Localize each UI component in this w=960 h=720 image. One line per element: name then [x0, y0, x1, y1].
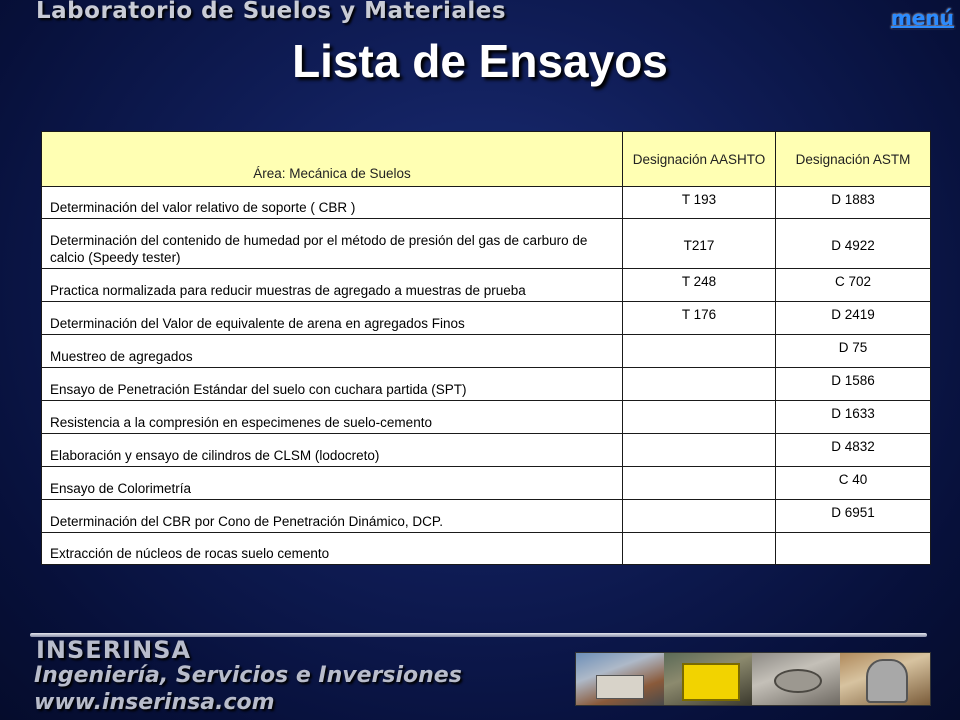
aashto-cell	[623, 434, 776, 467]
company-website: www.inserinsa.com	[34, 690, 275, 715]
table-row	[42, 219, 931, 269]
astm-cell	[776, 533, 931, 565]
test-name-cell: Determinación del contenido de humedad por el método de presión del gas de carburo de calcio (Speedy tester)	[42, 219, 623, 269]
aashto-cell	[623, 533, 776, 565]
test-name-cell: Determinación del Valor de equivalente de arena en agregados Finos	[42, 302, 623, 335]
company-tagline: Ingeniería, Servicios e Inversiones	[34, 663, 462, 688]
astm-cell: D 4832	[776, 434, 931, 467]
aashto-cell: T 248	[623, 269, 776, 302]
table-header	[42, 132, 931, 187]
astm-cell: D 6951	[776, 500, 931, 533]
test-name-cell: Elaboración y ensayo de cilindros de CLSM (lodocreto)	[42, 434, 623, 467]
test-name-cell: Extracción de núcleos de rocas suelo cemento	[42, 533, 623, 565]
astm-cell: C 702	[776, 269, 931, 302]
column-header-astm: Designación ASTM	[776, 132, 931, 187]
aashto-cell: T 176	[623, 302, 776, 335]
test-name-cell: Determinación del CBR por Cono de Penetración Dinámico, DCP.	[42, 500, 623, 533]
test-name-cell: Ensayo de Penetración Estándar del suelo con cuchara partida (SPT)	[42, 368, 623, 401]
table-row	[42, 401, 931, 434]
table-row	[42, 302, 931, 335]
aashto-cell	[623, 467, 776, 500]
sieve-shaker-photo	[840, 653, 930, 705]
lab-photo-strip	[575, 652, 931, 706]
yellow-case-photo	[664, 653, 752, 705]
aashto-cell: T 193	[623, 187, 776, 219]
page-title: Lista de Ensayos	[292, 35, 668, 87]
table-row	[42, 368, 931, 401]
astm-cell: D 1883	[776, 187, 931, 219]
astm-cell: D 2419	[776, 302, 931, 335]
table-row	[42, 187, 931, 219]
lab-oven-photo	[576, 653, 664, 705]
column-header-area: Área: Mecánica de Suelos	[42, 132, 623, 187]
aashto-cell	[623, 500, 776, 533]
table-row	[42, 533, 931, 565]
test-name-cell: Resistencia a la compresión en especimenes de suelo-cemento	[42, 401, 623, 434]
table-row	[42, 500, 931, 533]
tests-table	[41, 131, 931, 565]
astm-cell: C 40	[776, 467, 931, 500]
aashto-cell	[623, 401, 776, 434]
astm-cell: D 75	[776, 335, 931, 368]
table-row	[42, 269, 931, 302]
lab-title: Laboratorio de Suelos y Materiales	[36, 0, 507, 24]
company-name: INSERINSA	[36, 636, 192, 664]
test-name-cell: Determinación del valor relativo de soporte ( CBR )	[42, 187, 623, 219]
test-name-cell: Ensayo de Colorimetría	[42, 467, 623, 500]
menu-link[interactable]: menú	[891, 6, 954, 30]
aashto-cell	[623, 335, 776, 368]
aashto-cell: T217	[623, 219, 776, 269]
aashto-cell	[623, 368, 776, 401]
test-name-cell: Muestreo de agregados	[42, 335, 623, 368]
astm-cell: D 1633	[776, 401, 931, 434]
table-row	[42, 335, 931, 368]
test-name-cell: Practica normalizada para reducir muestras de agregado a muestras de prueba	[42, 269, 623, 302]
astm-cell: D 4922	[776, 219, 931, 269]
table-row	[42, 467, 931, 500]
column-header-aashto: Designación AASHTO	[623, 132, 776, 187]
header-row	[42, 132, 931, 187]
astm-cell: D 1586	[776, 368, 931, 401]
table-row	[42, 434, 931, 467]
table-body	[42, 187, 931, 565]
balance-scale-photo	[752, 653, 840, 705]
